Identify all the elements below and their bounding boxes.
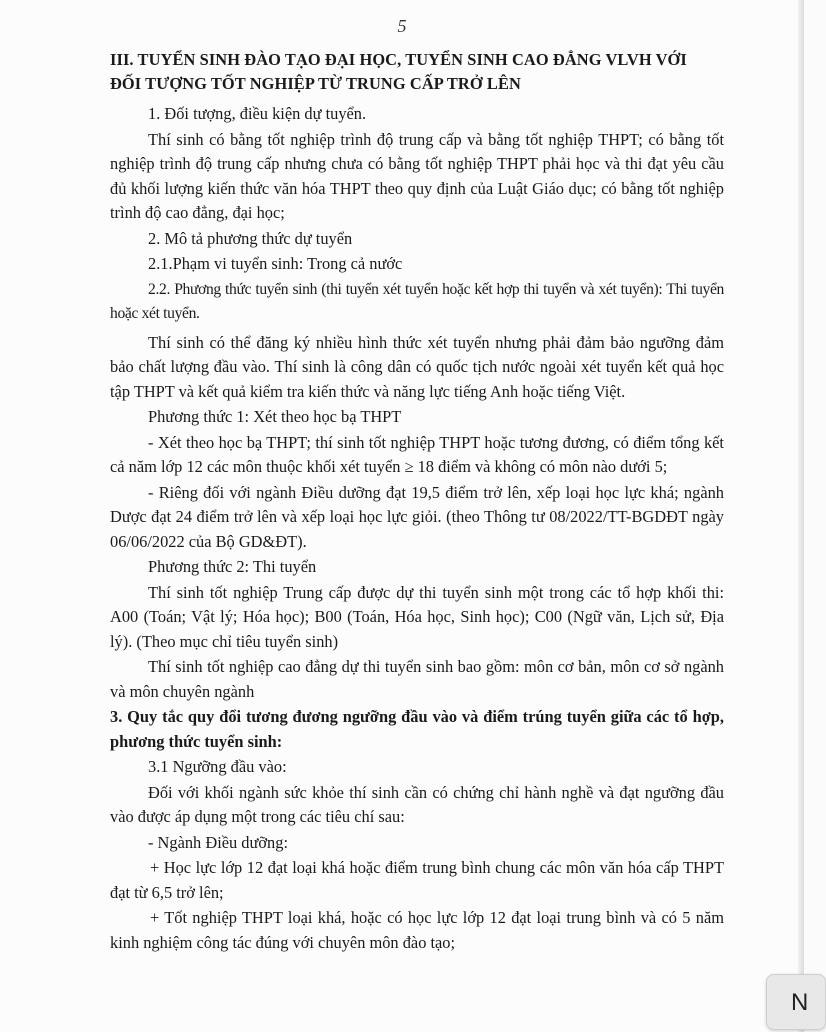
- page-edge-shadow: [798, 0, 804, 1032]
- paragraph-eligibility-title: 1. Đối tượng, điều kiện dự tuyển.: [148, 104, 367, 123]
- section-heading-line-2: ĐỐI TƯỢNG TỐT NGHIỆP TỪ TRUNG CẤP TRỞ LÊN: [110, 74, 521, 93]
- paragraph-method-2-college: Thí sinh tốt nghiệp cao đẳng dự thi tuyển sinh bao gồm: môn cơ bản, môn cơ sở ngành và môn chuyên ngành: [110, 657, 724, 701]
- paragraph-method-2-blocks: Thí sinh tốt nghiệp Trung cấp được dự thi tuyển sinh một trong các tổ hợp khối thi: A00 (Toán; Vật lý; Hóa học); B00 (Toán, Hóa học, Sinh học); C00 (Ngữ văn, Lịch sử, Địa lý). (Theo mục chỉ tiêu tuyển sinh): [110, 582, 724, 651]
- paragraph-registration-note: Thí sinh có thể đăng ký nhiều hình thức xét tuyển nhưng phải đảm bảo ngưỡng đảm bảo chất lượng đầu vào. Thí sinh là công dân có quốc tịch nước ngoài xét tuyển kết quả học tập THPT và kết quả kiểm tra kiến thức và năng lực tiếng Anh hoặc tiếng Việt.: [110, 332, 724, 401]
- paragraph-method-1-criteria: - Xét theo học bạ THPT; thí sinh tốt nghiệp THPT hoặc tương đương, có điểm tổng kết cả năm lớp 12 các môn thuộc khối xét tuyển ≥ 18 điểm và không có môn nào dưới 5;: [110, 432, 724, 476]
- document-content: [110, 48, 724, 956]
- section-heading: [110, 48, 724, 96]
- paragraph-nursing-criterion-1: + Học lực lớp 12 đạt loại khá hoặc điểm trung bình chung các môn văn hóa cấp THPT đạt từ 6,5 trở lên;: [110, 858, 724, 902]
- paragraph-scope: 2.1.Phạm vi tuyển sinh: Trong cả nước: [148, 254, 403, 273]
- paragraph-admission-method: 2.2. Phương thức tuyển sinh (thi tuyển xét tuyển hoặc kết hợp thi tuyển và xét tuyển): Thi tuyển hoặc xét tuyển.: [110, 280, 724, 322]
- paragraph-method-title: 2. Mô tả phương thức dự tuyển: [148, 228, 353, 248]
- paragraph-threshold-body: Đối với khối ngành sức khỏe thí sinh cần có chứng chỉ hành nghề và đạt ngưỡng đầu vào được áp dụng một trong các tiêu chí sau:: [110, 782, 724, 826]
- paragraph-threshold-title: 3.1 Ngưỡng đầu vào:: [148, 757, 287, 776]
- paragraph-method-2-title: Phương thức 2: Thi tuyển: [148, 557, 317, 576]
- section-3-heading: 3. Quy tắc quy đổi tương đương ngưỡng đầu vào và điểm trúng tuyển giữa các tổ hợp, phương thức tuyển sinh:: [110, 707, 724, 751]
- page-number: 5: [397, 16, 407, 36]
- paragraph-nursing-criterion-2: + Tốt nghiệp THPT loại khá, hoặc có học lực lớp 12 đạt loại trung bình và có 5 năm kinh nghiệm công tác đúng với chuyên môn đào tạo;: [110, 908, 724, 952]
- section-heading-line-1: III. TUYỂN SINH ĐÀO TẠO ĐẠI HỌC, TUYỂN SINH CAO ĐẲNG VLVH VỚI: [110, 50, 687, 69]
- floating-overlay-button[interactable]: N: [766, 974, 826, 1030]
- paragraph-eligibility-body: Thí sinh có bằng tốt nghiệp trình độ trung cấp và bằng tốt nghiệp THPT; có bằng tốt nghiệp trình độ trung cấp nhưng chưa có bằng tốt nghiệp THPT phải học và thi đạt yêu cầu đủ khối lượng kiến thức văn hóa THPT theo quy định của Luật Giáo dục; có bằng tốt nghiệp trình độ cao đẳng, đại học;: [110, 129, 724, 222]
- paragraph-method-1-special: - Riêng đối với ngành Điều dưỡng đạt 19,5 điểm trở lên, xếp loại học lực khá; ngành Dược đạt 24 điểm trở lên và xếp loại học lực giỏi. (theo Thông tư 08/2022/TT-BGDĐT ngày 06/06/2022 của Bộ GD&ĐT).: [110, 482, 724, 551]
- paragraph-nursing-title: - Ngành Điều dưỡng:: [148, 832, 289, 852]
- paragraph-method-1-title: Phương thức 1: Xét theo học bạ THPT: [148, 407, 402, 426]
